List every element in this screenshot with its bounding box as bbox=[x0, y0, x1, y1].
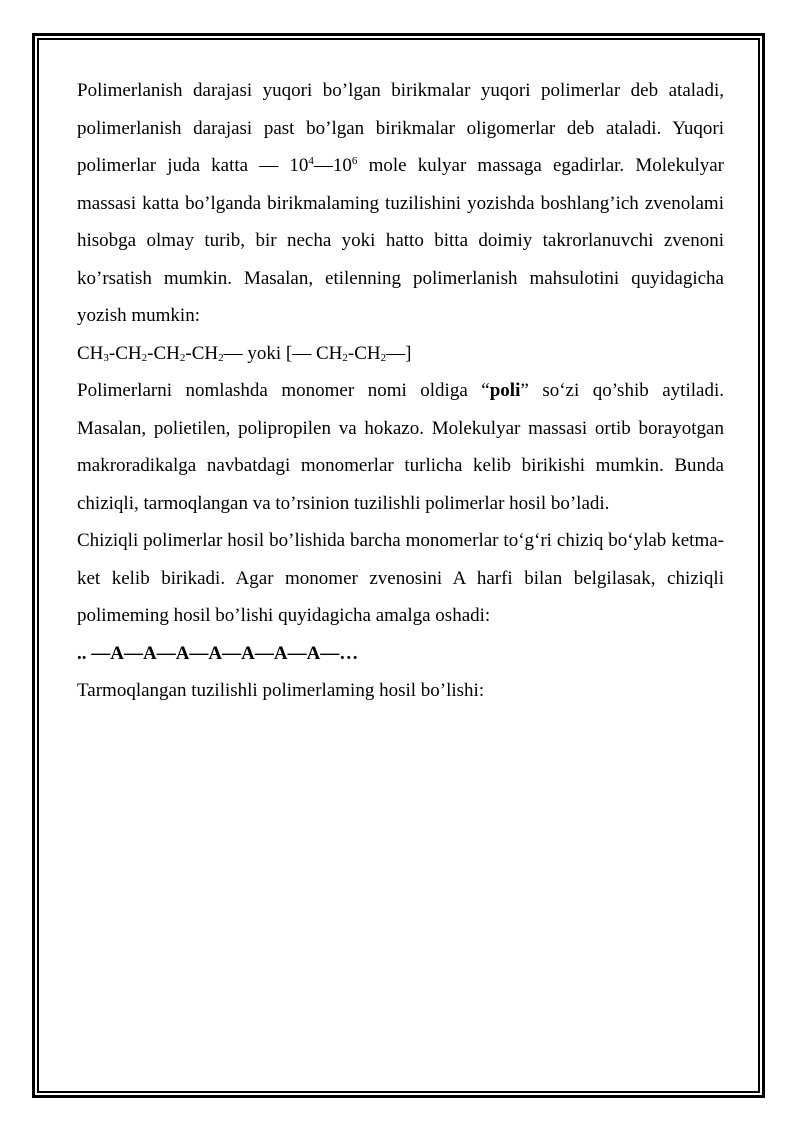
document-body bbox=[77, 72, 724, 710]
paragraph-text: mole kulyar massaga egadirlar. Molekulyar massasi katta bo’lganda birikmalaming tuzilishini yozishda boshlang’ich zvenolami hisobga olmay turib, bir necha yoki hatto bitta doimiy takrorlanuvchi zvenoni ko’rsatish mumkin. Masalan, etilenning polimerlanish mahsulotini quyidagicha yozish mumkin: bbox=[77, 155, 724, 326]
formula-part: CH bbox=[77, 342, 104, 364]
formula-part: CH bbox=[115, 342, 142, 364]
chain-formula bbox=[77, 635, 724, 673]
subscript: 2 bbox=[179, 352, 186, 365]
subscript: 2 bbox=[141, 352, 148, 365]
exponent: 4 bbox=[308, 155, 314, 168]
bold-term: poli bbox=[489, 380, 521, 401]
paragraph-text: —10 bbox=[313, 155, 352, 176]
paragraph-branched-polymers: Tarmoqlangan tuzilishli polimerlaming hosil bo’lishi: bbox=[77, 680, 485, 701]
paragraph-text: Polimerlanish darajasi yuqori bo’lgan birikmalar yuqori polimerlar deb ataladi, polimerlanish darajasi past bo’lgan birikmalar oligomerlar deb ataladi. Yuqori polimerlar juda katta — 10 bbox=[77, 80, 724, 176]
subscript: 2 bbox=[380, 352, 387, 365]
formula-part: - bbox=[147, 342, 154, 364]
formula-part: - bbox=[185, 342, 192, 364]
formula-part: —] bbox=[386, 342, 412, 364]
paragraph-text: Polimerlarni nomlashda monomer nomi oldiga “ bbox=[77, 380, 490, 401]
subscript: 3 bbox=[103, 352, 109, 365]
formula-part: CH bbox=[315, 342, 343, 364]
paragraph-text: ” so‘zi qo’shib aytiladi. Masalan, polietilen, polipropilen va hokazo. Molekulyar massasi ortib borayotgan makroradikalga navbatdagi monomerlar turlicha kelib birikishi mumkin. Bunda chiziqli, tarmoqlangan va to’rsinion tuzilishli polimerlar hosil bo’ladi. bbox=[77, 380, 724, 514]
paragraph-polymerization-degree bbox=[77, 72, 724, 335]
formula-part: - bbox=[108, 342, 116, 364]
paragraph-naming bbox=[77, 372, 724, 522]
formula-part: — yoki [— bbox=[223, 342, 316, 364]
formula-line bbox=[77, 335, 724, 373]
formula-part: CH bbox=[354, 342, 381, 364]
subscript: 2 bbox=[218, 352, 224, 365]
chain-text: .. —A—A—A—A—A—A—A—… bbox=[77, 642, 359, 664]
formula-part: - bbox=[347, 342, 355, 364]
exponent: 6 bbox=[351, 155, 358, 168]
subscript: 2 bbox=[342, 352, 348, 365]
formula-part: CH bbox=[153, 342, 180, 364]
formula-part: CH bbox=[191, 342, 219, 364]
paragraph-linear-polymers: Chiziqli polimerlar hosil bo’lishida barcha monomerlar to‘g‘ri chiziq bo‘ylab ketma-ket kelib birikadi. Agar monomer zvenosini A harfi bilan belgilasak, chiziqli polimeming hosil bo’lishi quyidagicha amalga oshadi: bbox=[77, 530, 724, 626]
